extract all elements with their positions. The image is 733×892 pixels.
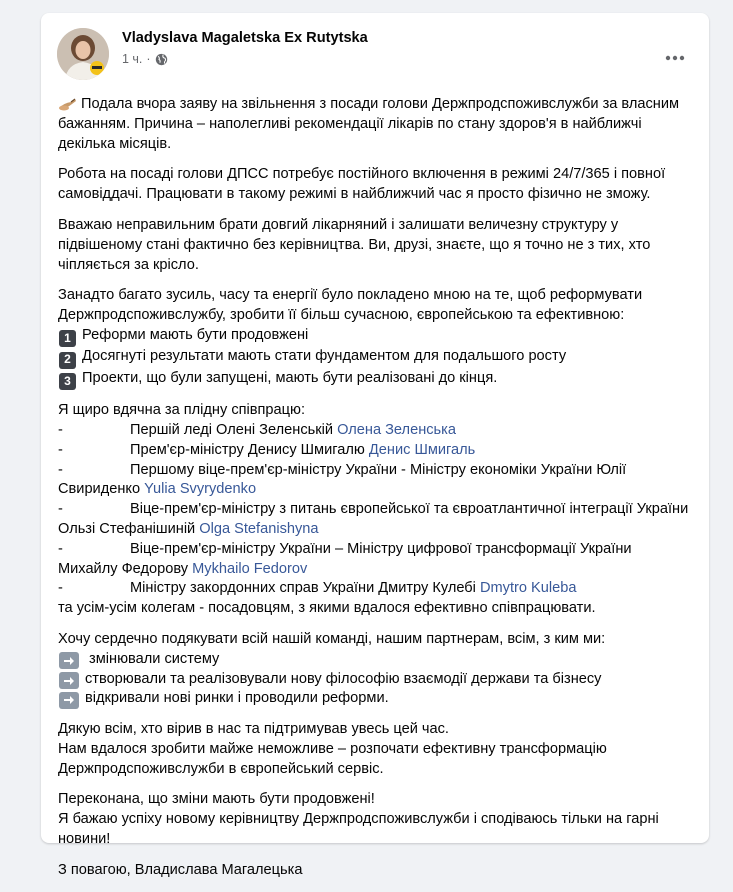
list-item [58,500,694,540]
thanks-intro: Я щиро вдячна за плідну співпрацю: [58,402,306,419]
meta-separator: · [146,52,151,66]
signature: З повагою, Владислава Магалецька [58,861,303,878]
mention-link[interactable]: Mykhailo Fedorov [192,560,308,577]
mention-link[interactable]: Олена Зеленська [337,421,456,438]
more-options-button[interactable] [657,40,693,76]
list-item-text: Проекти, що були запущені, мають бути реалізовані до кінця. [82,369,498,386]
dash-marker: - [58,540,63,557]
right-arrow-icon [59,652,79,669]
list-item [58,326,694,347]
list-item-text: Реформи мають бути продовжені [82,326,309,343]
keycap-3-icon: 3 [59,373,76,390]
dash-marker: - [58,501,63,518]
mention-link[interactable]: Dmytro Kuleba [479,580,577,597]
post-meta [122,52,168,66]
post-author[interactable]: Vladyslava Magaletska Ex Rutytska [122,30,368,46]
thanks-text: Першій леді Олені Зеленській [130,421,338,438]
dash-marker: - [58,421,63,438]
post-body [58,95,694,892]
list-item-text: відкривали нові ринки і проводили реформи. [85,690,389,707]
list-item-text: Досягнуті результати мають стати фундаментом для подальшого росту [82,348,567,365]
thanks-outro: та усім-усім колегам - посадовцям, з якими вдалося ефективно співпрацювати. [58,600,596,617]
list-item [58,347,694,368]
list-item [58,540,694,580]
list-item [58,461,694,501]
dash-marker: - [58,461,63,478]
thanks-text: Прем'єр-міністру Денису Шмигалю [130,441,369,458]
thanks-text: Віце-прем'єр-міністру України – Міністру цифрової трансформації України Михайлу Федорову [58,540,632,577]
paragraph-2: Робота на посаді голови ДПСС потребує постійного включення в режимі 24/7/365 і повної самовіддачі. Працювати в такому режимі в найближчий час я просто фізично не зможу. [58,166,666,203]
paragraph-team [58,630,694,709]
list-item [58,689,694,709]
list-item [58,650,694,670]
list-item-text: створювали та реалізовували нову філософію взаємодії держави та бізнесу [85,670,602,687]
paragraph-wishes [58,790,694,849]
post-timestamp[interactable]: 1 ч. [122,52,143,66]
thanks-text: Міністру закордонних справ України Дмитру Кулебі [130,580,480,597]
paragraph-1-text: Подала вчора заяву на звільнення з посади голови Держпродспоживслужби за власним бажанням. Причина – наполегливі рекомендації лікарів по стану здоров'я в найближчі декілька місяців. [58,96,680,152]
dash-marker: - [58,441,63,458]
paragraph-3: Вважаю неправильним брати довгий лікарняний і залишати величезну структуру у підвішеному стані фактично без керівництва. Ви, друзі, знаєте, що я точно не з тих, хто чіпляється за крісло. [58,216,651,273]
mention-link[interactable]: Olga Stefanishyna [199,520,319,537]
list-item [58,441,694,461]
keycap-2-icon: 2 [59,352,76,369]
gratitude-line-1: Дякую всім, хто вірив в нас та підтримував увесь цей час. [58,721,449,738]
paragraph-reforms [58,286,694,390]
writing-hand-icon [58,96,77,112]
mention-link[interactable]: Денис Шмигаль [368,441,476,458]
list-item [58,369,694,390]
avatar[interactable] [57,28,109,80]
list-item [58,670,694,690]
avatar-photo [57,28,109,80]
post-card [41,13,709,878]
list-item [58,579,694,599]
paragraph-4-text: Занадто багато зусиль, часу та енергії було покладено мною на те, щоб реформувати Держпродспоживслужбу, зробити її більш сучасною, європейською та ефективною: [58,287,643,324]
paragraph-thanks [58,401,694,619]
globe-icon[interactable] [155,53,168,66]
team-intro: Хочу сердечно подякувати всій нашій команді, нашим партнерам, всім, з ким ми: [58,630,606,647]
keycap-1-icon: 1 [59,330,76,347]
mention-link[interactable]: Yulia Svyrydenko [144,481,257,498]
list-item-text: змінювали систему [85,650,220,667]
thanks-text: Першому віце-прем'єр-міністру України - Міністру економіки України Юлії Свириденко [58,461,627,498]
paragraph-gratitude [58,720,694,779]
list-item [58,421,694,441]
right-arrow-icon [59,692,79,709]
right-arrow-icon [59,672,79,689]
wishes-line-1: Переконана, що зміни мають бути продовжені! [58,791,375,808]
wishes-line-2: Я бажаю успіху новому керівництву Держпродспоживслужби і сподіваюсь тільки на гарні новини! [58,811,659,848]
thanks-text: Віце-прем'єр-міністру з питань європейської та євроатлантичної інтеграції України Ользі Стефанішиній [58,501,689,537]
paragraph-resignation [58,95,694,154]
dash-marker: - [58,580,63,597]
more-options-icon [665,55,685,61]
gratitude-line-2: Нам вдалося зробити майже неможливе – розпочати ефективну трансформацію Держпродспоживслужби в європейський сервіс. [58,740,607,777]
